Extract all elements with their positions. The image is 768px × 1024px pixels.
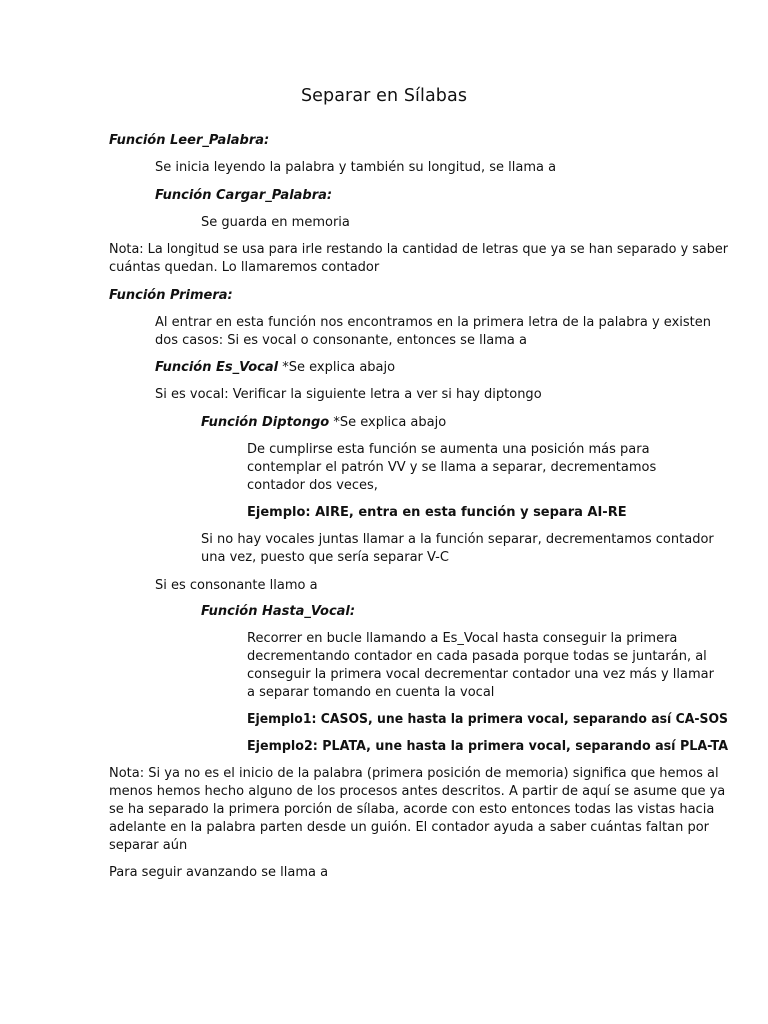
heading-diptongo-line [201,414,446,432]
example-line: Ejemplo1: CASOS, une hasta la primera vocal, separando así CA-SOS [247,712,729,727]
heading-leer-palabra: Función Leer_Palabra: [109,133,270,148]
note-line: Nota: Si ya no es el inicio de la palabra (primera posición de memoria) significa que hemos al [109,766,719,781]
paragraph-line: Al entrar en esta función nos encontramos en la primera letra de la palabra y existen [155,315,711,330]
paragraph-line: Si no hay vocales juntas llamar a la función separar, decrementamos contador [201,532,714,547]
paragraph-line: contemplar el patrón VV y se llama a separar, decrementamos [247,460,657,475]
paragraph-line: una vez, puesto que sería separar V-C [201,550,449,565]
note-line: Nota: La longitud se usa para irle restando la cantidad de letras que ya se han separado y saber [109,242,729,257]
heading-primera: Función Primera: [109,288,233,303]
paragraph-line: Se inicia leyendo la palabra y también su longitud, se llama a [155,160,557,175]
paragraph-line: dos casos: Si es vocal o consonante, entonces se llama a [155,333,527,348]
example-line: Ejemplo: AIRE, entra en esta función y separa AI-RE [247,505,627,520]
document-title: Separar en Sílabas [300,86,468,106]
paragraph-line: a separar tomando en cuenta la vocal [247,685,495,700]
note-line: separar aún [109,838,188,853]
example-line: Ejemplo2: PLATA, une hasta la primera vocal, separando así PLA-TA [247,739,729,754]
heading-note: *Se explica abajo [278,360,396,375]
heading-cargar-palabra: Función Cargar_Palabra: [155,188,333,203]
paragraph-line: Si es consonante llamo a [155,578,318,593]
heading-diptongo: Función Diptongo [201,415,330,430]
note-line: adelante en la palabra parten desde un guión. El contador ayuda a saber cuántas faltan por [109,820,709,835]
heading-es-vocal-line [155,359,395,377]
heading-hasta-vocal: Función Hasta_Vocal: [201,604,356,619]
paragraph-line: Se guarda en memoria [201,215,350,230]
paragraph-line: conseguir la primera vocal decrementar contador una vez más y llamar [247,667,714,682]
paragraph-line: Para seguir avanzando se llama a [109,865,329,880]
note-line: cuántas quedan. Lo llamaremos contador [109,260,380,275]
paragraph-line: De cumplirse esta función se aumenta una posición más para [247,442,650,457]
heading-note: *Se explica abajo [329,415,447,430]
paragraph-line: Recorrer en bucle llamando a Es_Vocal hasta conseguir la primera [247,631,678,646]
note-line: se ha separado la primera porción de sílaba, acorde con esto entonces todas las vistas hacia [109,802,715,817]
paragraph-line: contador dos veces, [247,478,378,493]
heading-es-vocal: Función Es_Vocal [155,360,279,375]
note-line: menos hemos hecho alguno de los procesos antes descritos. A partir de aquí se asume que ya [109,784,726,799]
paragraph-line: decrementando contador en cada pasada porque todas se juntarán, al [247,649,707,664]
paragraph-line: Si es vocal: Verificar la siguiente letra a ver si hay diptongo [155,387,542,402]
